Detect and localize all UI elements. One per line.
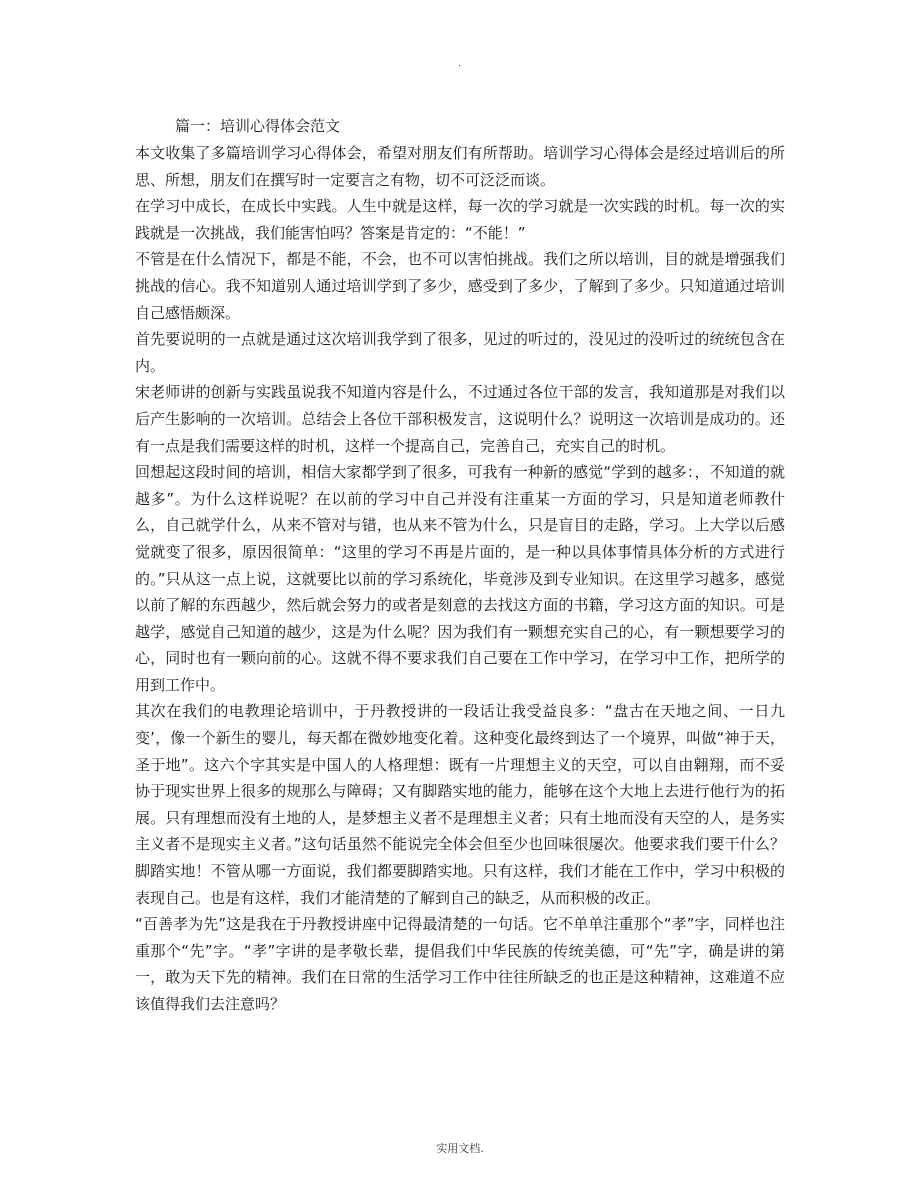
paragraph-6: 回想起这段时间的培训，相信大家都学到了很多，可我有一种新的感觉“学到的越多：，不知道的就越多”。为什么这样说呢？在以前的学习中自己并没有注重某一方面的学习，只是知道老师教什么，自己就学什么，从来不管对与错，也从来不管为什么，只是盲目的走路，学习。上大学以后感觉就变了很多，原因很简单：“这里的学习不再是片面的，是一种以具体事情具体分析的方式进行的。”只从这一点上说，这就要比以前的学习系统化，毕竟涉及到专业知识。在这里学习越多，感觉以前了解的东西越少，然后就会努力的或者是刻意的去找这方面的书籍，学习这方面的知识。可是越学，感觉自己知道的越少，这是为什么呢？因为我们有一颗想充实自己的心，有一颗想要学习的心，同时也有一颗向前的心。这就不得不要求我们自己要在工作中学习，在学习中工作，把所学的用到工作中。: [135, 463, 785, 694]
document-title: 篇一：培训心得体会范文: [175, 117, 341, 135]
paragraph-4: 首先要说明的一点就是通过这次培训我学到了很多，见过的听过的，没见过的没听过的统统包含在内。: [135, 330, 785, 375]
paragraph-1: 本文收集了多篇培训学习心得体会，希望对朋友们有所帮助。培训学习心得体会是经过培训后的所思、所想，朋友们在撰写时一定要言之有物，切不可泛泛而谈。: [135, 144, 785, 189]
document-body: [135, 112, 785, 1018]
header-dot: .: [458, 58, 462, 69]
paragraph-8: “百善孝为先”这是我在于丹教授讲座中记得最清楚的一句话。它不单单注重那个“孝”字，同样也注重那个“先”字。“孝”字讲的是孝敬长辈，提倡我们中华民族的传统美德，可“先”字，确是讲的第一，敢为天下先的精神。我们在日常的生活学习工作中往往所缺乏的也正是这种精神，这难道不应该值得我们去注意吗？: [135, 915, 785, 1013]
page-footer: 实用文档.: [436, 1142, 484, 1155]
paragraph-5: 宋老师讲的创新与实践虽说我不知道内容是什么，不过通过各位干部的发言，我知道那是对我们以后产生影响的一次培训。总结会上各位干部积极发言，这说明什么？说明这一次培训是成功的。还有一点是我们需要这样的时机，这样一个提高自己，完善自己，充实自己的时机。: [135, 383, 785, 455]
paragraph-3: 不管是在什么情况下，都是不能，不会，也不可以害怕挑战。我们之所以培训，目的就是增强我们挑战的信心。我不知道别人通过培训学到了多少，感受到了多少，了解到了多少。只知道通过培训自己感悟颇深。: [135, 250, 785, 322]
paragraph-7: 其次在我们的电教理论培训中，于丹教授讲的一段话让我受益良多：“盘古在天地之间、一日九变’，像一个新生的婴儿，每天都在微妙地变化着。这种变化最终到达了一个境界，叫做“神于天，圣于地”。这六个字其实是中国人的人格理想：既有一片理想主义的天空，可以自由翱翔，而不妥协于现实世界上很多的规那么与障碍；又有脚踏实地的能力，能够在这个大地上去进行他行为的拓展。只有理想而没有土地的人，是梦想主义者不是理想主义者；只有土地而没有天空的人，是务实主义者不是现实主义者。”这句话虽然不能说完全体会但至少也回味很屡次。他要求我们要干什么？脚踏实地！不管从哪一方面说，我们都要脚踏实地。只有这样，我们才能在工作中，学习中积极的表现自己。也是有这样，我们才能清楚的了解到自己的缺乏，从而积极的改正。: [135, 702, 785, 907]
paragraph-2: 在学习中成长，在成长中实践。人生中就是这样，每一次的学习就是一次实践的时机。每一次的实践就是一次挑战，我们能害怕吗？答案是肯定的：“不能！”: [135, 197, 785, 242]
